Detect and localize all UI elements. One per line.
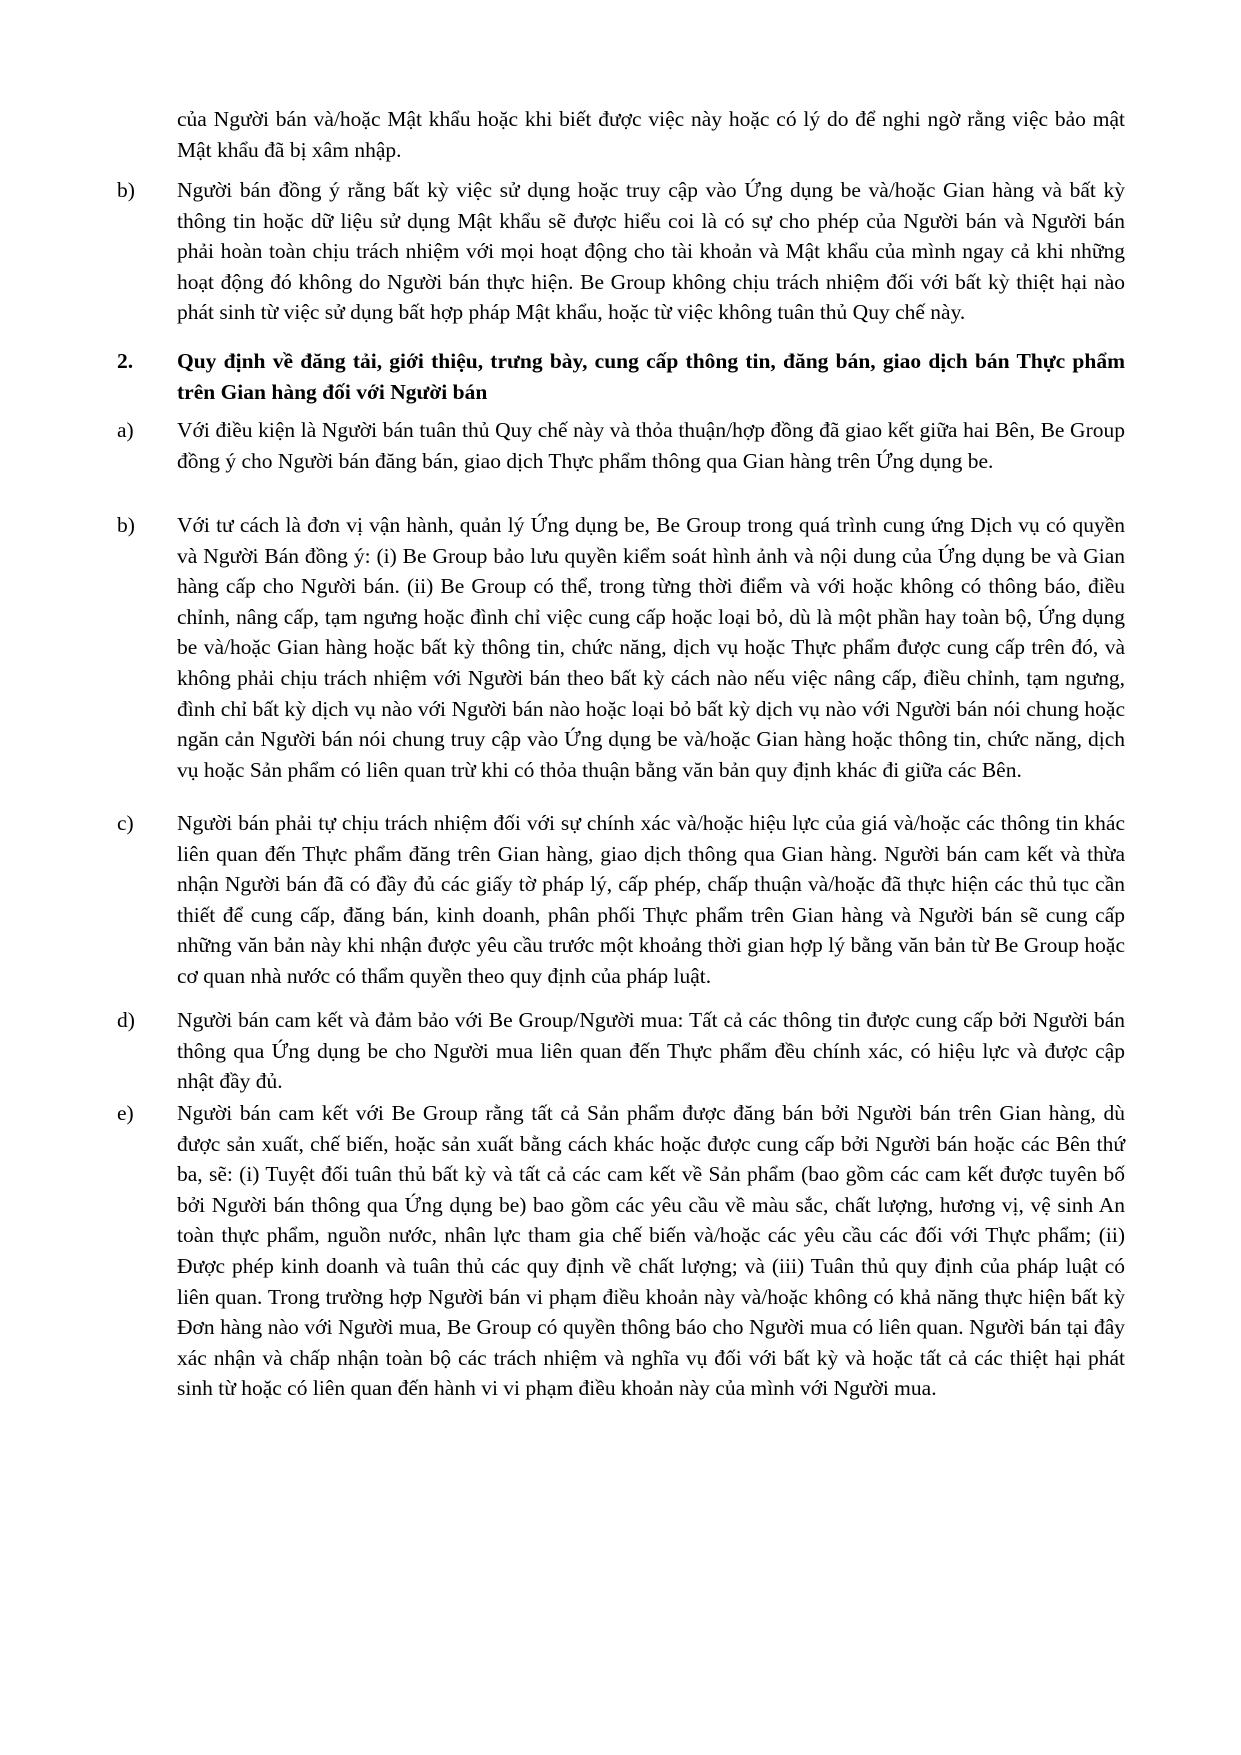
clause-marker-2c: c)	[117, 811, 134, 835]
section-2-heading: Quy định về đăng tải, giới thiệu, trưng bày, cung cấp thông tin, đăng bán, giao dịch bán Thực phẩm trên Gian hàng đối với Người bán	[177, 349, 1125, 404]
section-2-number: 2.	[117, 349, 134, 373]
clause-2d-text: Người bán cam kết và đảm bảo với Be Group/Người mua: Tất cả các thông tin được cung cấp bởi Người bán thông qua Ứng dụng be cho Người mua liên quan đến Thực phẩm đều chính xác, có hiệu lực và được cập nhật đầy đủ.	[177, 1008, 1125, 1094]
clause-2c-text: Người bán phải tự chịu trách nhiệm đối với sự chính xác và/hoặc hiệu lực của giá và/hoặc các thông tin khác liên quan đến Thực phẩm đăng trên Gian hàng, giao dịch thông qua Gian hàng. Người bán cam kết và thừa nhận Người bán đã có đầy đủ các giấy tờ pháp lý, cấp phép, chấp thuận và/hoặc đã thực hiện các thủ tục cần thiết để cung cấp, đăng bán, kinh doanh, phân phối Thực phẩm trên Gian hàng và Người bán sẽ cung cấp những văn bản này khi nhận được yêu cầu trước một khoảng thời gian hợp lý bằng văn bản từ Be Group hoặc cơ quan nhà nước có thẩm quyền theo quy định của pháp luật.	[177, 811, 1125, 988]
clause-marker-2b: b)	[117, 513, 135, 537]
clause-marker-2d: d)	[117, 1008, 135, 1032]
clause-2a-text: Với điều kiện là Người bán tuân thủ Quy chế này và thỏa thuận/hợp đồng đã giao kết giữa hai Bên, Be Group đồng ý cho Người bán đăng bán, giao dịch Thực phẩm thông qua Gian hàng trên Ứng dụng be.	[177, 418, 1125, 473]
clause-2b-text: Với tư cách là đơn vị vận hành, quản lý Ứng dụng be, Be Group trong quá trình cung ứng Dịch vụ có quyền và Người Bán đồng ý: (i) Be Group bảo lưu quyền kiểm soát hình ảnh và nội dung của Ứng dụng be và Gian hàng cấp cho Người bán. (ii) Be Group có thể, trong từng thời điểm và với hoặc không có thông báo, điều chỉnh, nâng cấp, tạm ngưng hoặc đình chỉ việc cung cấp hoặc loại bỏ, dù là một phần hay toàn bộ, Ứng dụng be và/hoặc Gian hàng hoặc bất kỳ thông tin, chức năng, dịch vụ hoặc Thực phẩm được cung cấp trên đó, và không phải chịu trách nhiệm với Người bán theo bất kỳ cách nào nếu việc nâng cấp, điều chỉnh, tạm ngưng, đình chỉ bất kỳ dịch vụ nào với Người bán nào hoặc loại bỏ bất kỳ dịch vụ nào với Người bán nói chung hoặc ngăn cản Người bán nói chung truy cập vào Ứng dụng be và/hoặc Gian hàng hoặc thông tin, chức năng, dịch vụ hoặc Sản phẩm có liên quan trừ khi có thỏa thuận bằng văn bản quy định khác đi giữa các Bên.	[177, 513, 1125, 782]
clause-marker-2e: e)	[117, 1101, 134, 1125]
clause-2e-text: Người bán cam kết với Be Group rằng tất cả Sản phẩm được đăng bán bởi Người bán trên Gian hàng, dù được sản xuất, chế biến, hoặc sản xuất bằng cách khác hoặc được cung cấp bởi Người bán hoặc các Bên thứ ba, sẽ: (i) Tuyệt đối tuân thủ bất kỳ và tất cả các cam kết về Sản phẩm (bao gồm các cam kết được tuyên bố bởi Người bán thông qua Ứng dụng be) bao gồm các yêu cầu về màu sắc, chất lượng, hương vị, vệ sinh An toàn thực phẩm, nguồn nước, nhân lực tham gia chế biến và/hoặc các yêu cầu các đối với Thực phẩm; (ii) Được phép kinh doanh và tuân thủ các quy định về chất lượng; và (iii) Tuân thủ quy định của pháp luật có liên quan. Trong trường hợp Người bán vi phạm điều khoản này và/hoặc không có khả năng thực hiện bất kỳ Đơn hàng nào với Người mua, Be Group có quyền thông báo cho Người mua có liên quan. Người bán tại đây xác nhận và chấp nhận toàn bộ các trách nhiệm và nghĩa vụ đối với bất kỳ và hoặc tất cả các thiệt hại phát sinh từ hoặc có liên quan đến hành vi vi phạm điều khoản này của mình với Người mua.	[177, 1101, 1125, 1401]
clause-marker-2a: a)	[117, 418, 134, 442]
clause-marker-1b: b)	[117, 178, 135, 202]
clause-1b-text: Người bán đồng ý rằng bất kỳ việc sử dụng hoặc truy cập vào Ứng dụng be và/hoặc Gian hàng và bất kỳ thông tin hoặc dữ liệu sử dụng Mật khẩu sẽ được hiểu coi là có sự cho phép của Người bán và Người bán phải hoàn toàn chịu trách nhiệm với mọi hoạt động cho tài khoản và Mật khẩu của mình ngay cả khi những hoạt động đó không do Người bán thực hiện. Be Group không chịu trách nhiệm đối với bất kỳ thiệt hại nào phát sinh từ việc sử dụng bất hợp pháp Mật khẩu, hoặc từ việc không tuân thủ Quy chế này.	[177, 178, 1125, 325]
continuation-paragraph: của Người bán và/hoặc Mật khẩu hoặc khi biết được việc này hoặc có lý do để nghi ngờ rằng việc bảo mật Mật khẩu đã bị xâm nhập.	[177, 107, 1125, 162]
